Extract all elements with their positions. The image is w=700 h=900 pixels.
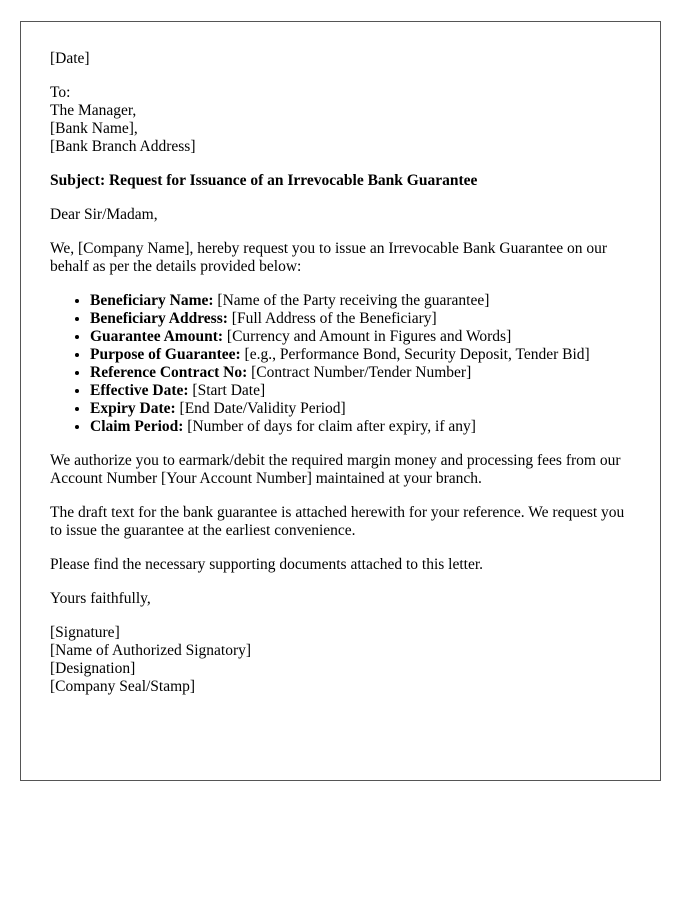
list-item [90,310,632,328]
detail-value: [Contract Number/Tender Number] [247,364,472,381]
guarantee-details-list [50,292,632,436]
detail-label: Purpose of Guarantee: [90,346,241,363]
company-seal: [Company Seal/Stamp] [50,678,196,695]
detail-label: Beneficiary Address: [90,310,228,327]
detail-value: [Start Date] [188,382,266,399]
closing: Yours faithfully, [50,590,151,607]
recipient-to: To: [50,84,71,101]
detail-label: Expiry Date: [90,400,176,417]
detail-label: Reference Contract No: [90,364,248,381]
recipient-title: The Manager, [50,102,137,119]
detail-label: Effective Date: [90,382,189,399]
detail-label: Beneficiary Name: [90,292,214,309]
signature-block [50,624,632,696]
documents-note-paragraph: Please find the necessary supporting documents attached to this letter. [50,556,484,573]
authorization-paragraph: We authorize you to earmark/debit the required margin money and processing fees from our Account Number [Your Account Number] maintained at your branch. [50,452,621,487]
list-item [90,328,632,346]
signatory-designation: [Designation] [50,660,136,677]
letter-date: [Date] [50,50,90,67]
recipient-branch-address: [Bank Branch Address] [50,138,196,155]
letter-page [20,21,661,781]
list-item [90,292,632,310]
recipient-block [50,84,632,156]
list-item [90,364,632,382]
detail-value: [Name of the Party receiving the guarantee] [213,292,490,309]
detail-value: [Full Address of the Beneficiary] [227,310,437,327]
salutation: Dear Sir/Madam, [50,206,158,223]
list-item [90,382,632,400]
detail-value: [End Date/Validity Period] [175,400,346,417]
detail-label: Guarantee Amount: [90,328,224,345]
recipient-bank-name: [Bank Name], [50,120,138,137]
list-item [90,346,632,364]
list-item [90,400,632,418]
signatory-name: [Name of Authorized Signatory] [50,642,252,659]
detail-label: Claim Period: [90,418,184,435]
list-item [90,418,632,436]
intro-paragraph: We, [Company Name], hereby request you to issue an Irrevocable Bank Guarantee on our behalf as per the details provided below: [50,240,607,275]
detail-value: [Number of days for claim after expiry, if any] [183,418,476,435]
signature-line: [Signature] [50,624,120,641]
detail-value: [e.g., Performance Bond, Security Deposit, Tender Bid] [240,346,590,363]
subject-line: Subject: Request for Issuance of an Irrevocable Bank Guarantee [50,172,478,189]
detail-value: [Currency and Amount in Figures and Words] [223,328,512,345]
draft-note-paragraph: The draft text for the bank guarantee is attached herewith for your reference. We request you to issue the guarantee at the earliest convenience. [50,504,625,539]
